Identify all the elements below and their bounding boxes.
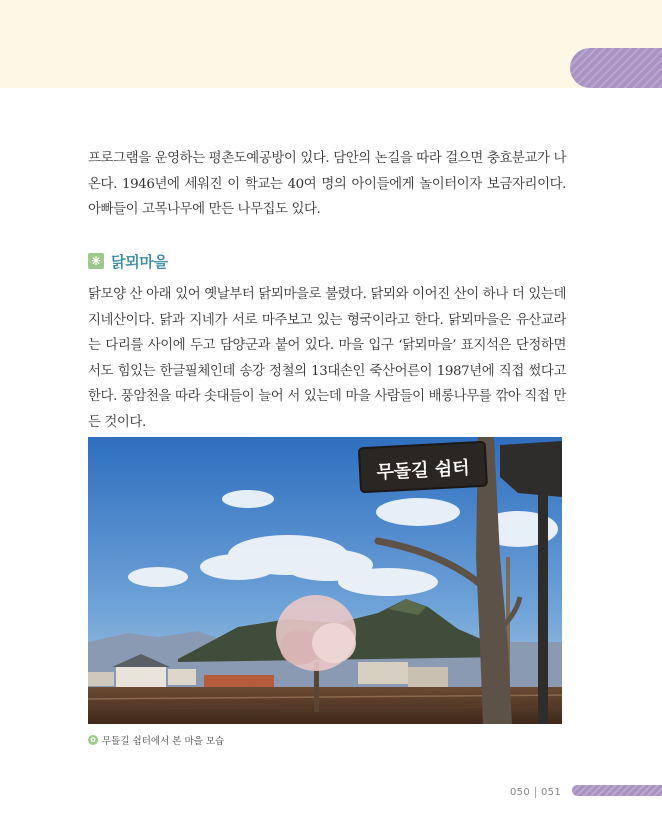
- page-number-left: 050: [510, 786, 530, 798]
- photo-caption: [88, 733, 224, 747]
- sign-text: 무돌길 쉼터: [375, 457, 471, 484]
- section-heading: [88, 250, 168, 272]
- page-number-divider: [535, 787, 536, 798]
- page-number-right: 051: [541, 786, 561, 798]
- caption-text: 무돌길 쉼터에서 본 마을 모습: [102, 736, 225, 747]
- flower-icon: ❋: [88, 253, 104, 269]
- header-tab-decoration: [570, 48, 662, 88]
- top-header-band: [0, 0, 662, 88]
- body-paragraph-1: 프로그램을 운영하는 평촌도예공방이 있다. 담안의 논길을 따라 걸으면 충효분교가 나온다. 1946년에 세워진 이 학교는 40여 명의 아이들에게 놀이터이자 보금자리이다. 아빠들이 고목나무에 만든 나무집도 있다.: [88, 151, 566, 217]
- village-photo: [88, 437, 562, 724]
- body-paragraph-2: 닭모양 산 아래 있어 옛날부터 닭뫼마을로 불렸다. 닭뫼와 이어진 산이 하나 더 있는데 지네산이다. 닭과 지네가 서로 마주보고 있는 형국이라고 한다. 닭뫼마을은 유산교라는 다리를 사이에 두고 담양군과 붙어 있다. 마을 입구 ‘닭뫼마을’ 표지석은 단정하면서도 힘있는 한글필체인데 송강 정철의 13대손인 죽산어른이 1987년에 직접 썼다고 한다. 풍암천을 따라 솟대들이 늘어 서 있는데 마을 사람들이 배롱나무를 깎아 직접 만든 것이다.: [88, 287, 566, 430]
- page-numbers: [510, 785, 561, 799]
- footer-tab-decoration: [572, 785, 662, 796]
- caption-bullet-icon: ✿: [88, 735, 98, 745]
- section-title: 닭뫼마을: [111, 252, 168, 271]
